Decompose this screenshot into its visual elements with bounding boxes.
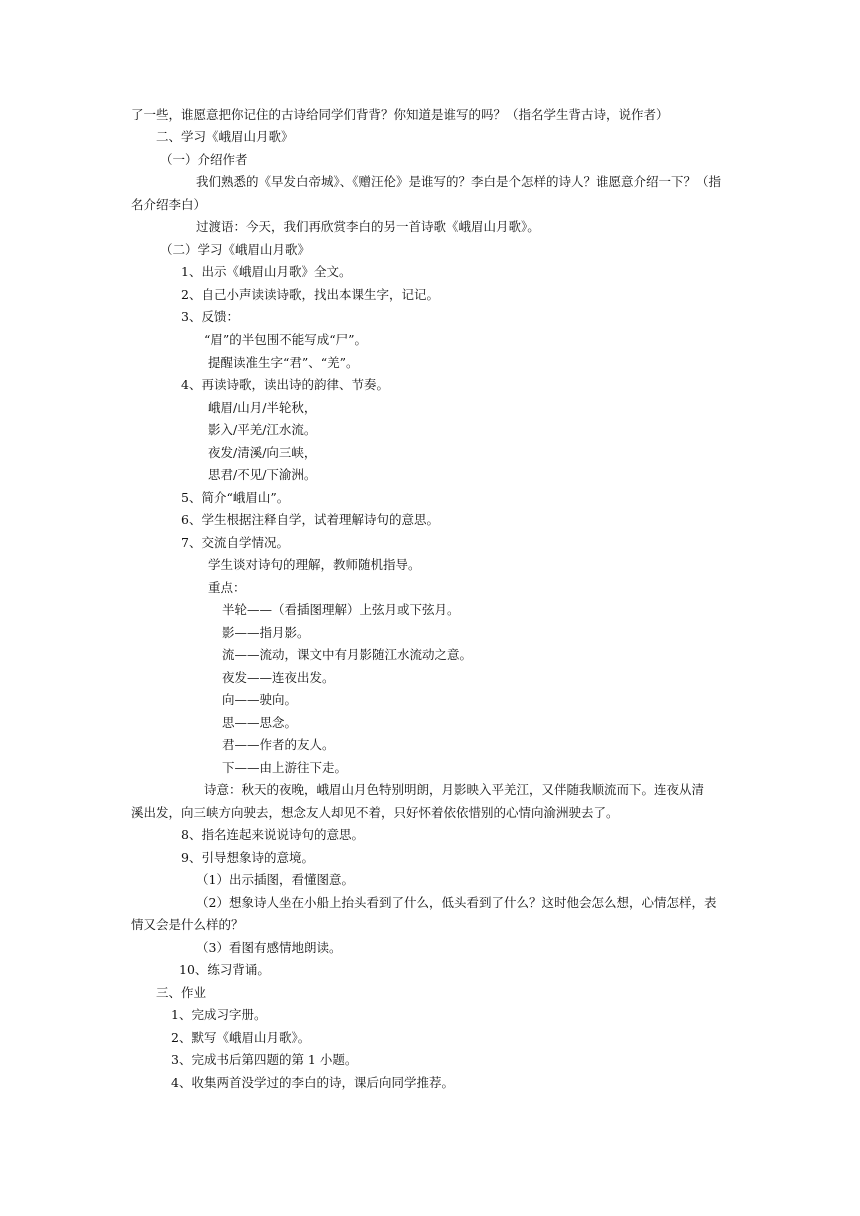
poem-line: 思君/不见/下渝洲。 — [208, 467, 317, 482]
list-item: 10、练习背诵。 — [179, 962, 270, 977]
definition-line: 半轮——（看插图理解）上弦月或下弦月。 — [222, 602, 460, 617]
poem-line: 影入/平羌/江水流。 — [208, 422, 317, 437]
list-item: （2）想象诗人坐在小船上抬头看到了什么，低头看到了什么？这时他会怎么想，心情怎样，表 — [196, 895, 717, 910]
text-line: 学生谈对诗句的理解，教师随机指导。 — [208, 557, 421, 572]
text-line: 溪出发，向三峡方向驶去，想念友人却见不着，只好怀着依依惜别的心情向渝洲驶去了。 — [131, 805, 619, 820]
text-line: 情又会是什么样的？ — [131, 917, 244, 932]
section-heading: 二、学习《峨眉山月歌》 — [156, 129, 294, 144]
text-line: “眉”的半包围不能写成“尸”。 — [204, 332, 368, 347]
definition-line: 向——驶向。 — [222, 692, 298, 707]
list-item: 8、指名连起来说说诗句的意思。 — [181, 827, 364, 842]
definition-line: 夜发——连夜出发。 — [222, 670, 335, 685]
list-item: 6、学生根据注释自学，试着理解诗句的意思。 — [181, 512, 439, 527]
list-item: （3）看图有感情地朗读。 — [196, 940, 342, 955]
subsection-heading: （一）介绍作者 — [160, 152, 248, 167]
definition-line: 君——作者的友人。 — [222, 737, 335, 752]
text-line: 我们熟悉的《早发白帝城》、《赠汪伦》是谁写的？李白是个怎样的诗人？谁愿意介绍一下？（指 — [196, 174, 722, 189]
list-item: 5、简介“峨眉山”。 — [181, 490, 290, 505]
poem-line: 峨眉/山月/半轮秋， — [208, 400, 317, 415]
list-item: 2、自己小声读读诗歌，找出本课生字，记记。 — [181, 287, 439, 302]
text-line: 过渡语：今天，我们再欣赏李白的另一首诗歌《峨眉山月歌》。 — [196, 219, 540, 234]
list-item: 7、交流自学情况。 — [181, 535, 289, 550]
subsection-heading: （二）学习《峨眉山月歌》 — [160, 242, 311, 257]
text-line: 诗意：秋天的夜晚，峨眉山月色特别明朗，月影映入平羌江，又伴随我顺流而下。连夜从清 — [204, 782, 705, 797]
list-item: 9、引导想象诗的意境。 — [181, 850, 314, 865]
definition-line: 流——流动，课文中有月影随江水流动之意。 — [222, 647, 473, 662]
list-item: 3、完成书后第四题的第 1 小题。 — [171, 1052, 358, 1067]
list-item: 1、完成习字册。 — [171, 1007, 267, 1022]
text-line: 提醒读准生字“君”、“羌”。 — [208, 355, 359, 370]
list-item: 3、反馈： — [181, 309, 239, 324]
definition-line: 影——指月影。 — [222, 625, 310, 640]
section-heading: 三、作业 — [156, 985, 207, 1000]
list-item: 4、再读诗歌，读出诗的韵律、节奏。 — [181, 377, 389, 392]
text-line: 重点： — [208, 580, 246, 595]
list-item: （1）出示插图，看懂图意。 — [196, 872, 354, 887]
list-item: 2、默写《峨眉山月歌》。 — [171, 1030, 311, 1045]
text-line: 了一些，谁愿意把你记住的古诗给同学们背背？你知道是谁写的吗？（指名学生背古诗，说作者） — [131, 107, 669, 122]
text-line: 名介绍李白） — [131, 197, 207, 212]
poem-line: 夜发/清溪/向三峡， — [208, 445, 317, 460]
definition-line: 思——思念。 — [222, 715, 298, 730]
definition-line: 下——由上游往下走。 — [222, 760, 348, 775]
list-item: 1、出示《峨眉山月歌》全文。 — [181, 264, 352, 279]
list-item: 4、收集两首没学过的李白的诗，课后向同学推荐。 — [171, 1075, 454, 1090]
